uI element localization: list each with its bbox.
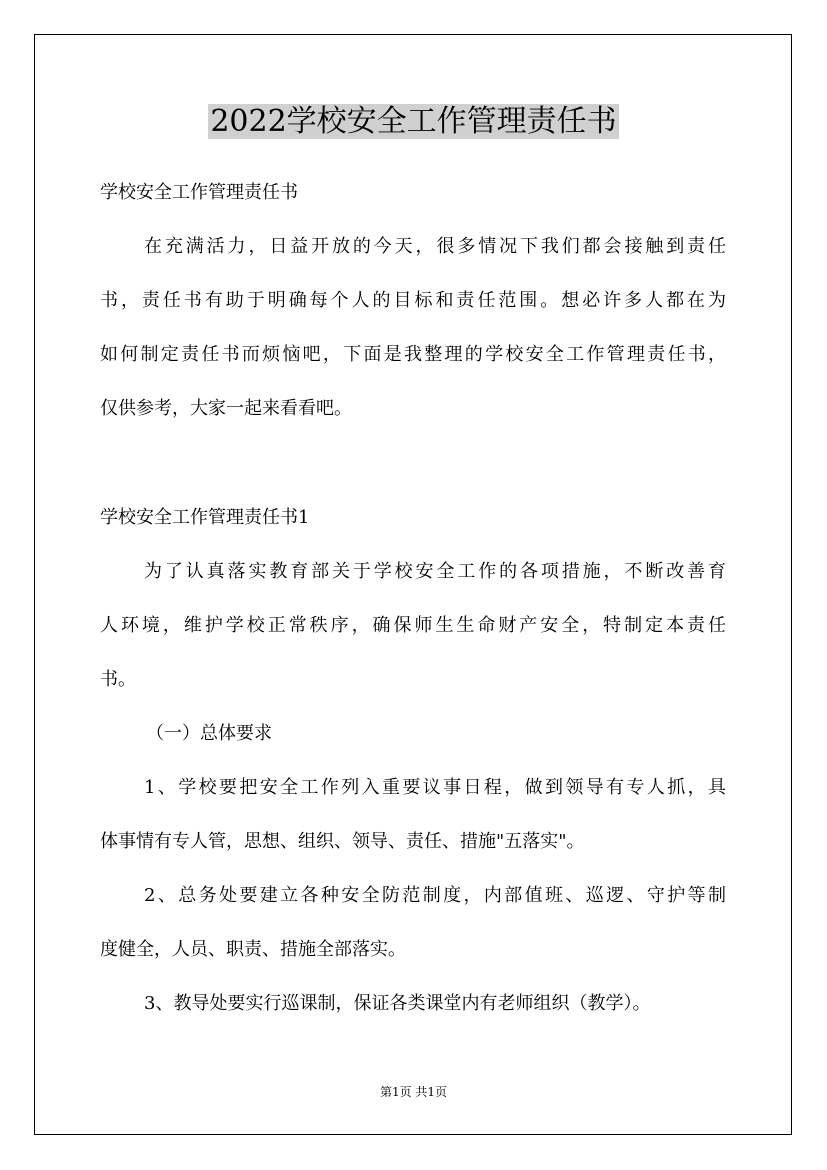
item2-line-2: 度健全，人员、职责、措施全部落实。 xyxy=(100,939,406,960)
intro-line-3: 如何制定责任书而烦恼吧，下面是我整理的学校安全工作管理责任书， xyxy=(100,344,726,365)
para1-line-2: 人环境，维护学校正常秩序，确保师生生命财产安全，特制定本责任 xyxy=(100,615,726,636)
intro-line-2: 书，责任书有助于明确每个人的目标和责任范围。想必许多人都在为 xyxy=(100,290,726,311)
para1-line-3: 书。 xyxy=(100,669,136,690)
intro-line-1: 在充满活力，日益开放的今天，很多情况下我们都会接触到责任 xyxy=(144,236,726,257)
item2-line-1: 2、总务处要建立各种安全防范制度，内部值班、巡逻、守护等制 xyxy=(144,885,726,906)
item3-line-1: 3、教导处要实行巡课制，保证各类课堂内有老师组织（教学）。 xyxy=(144,993,651,1014)
subsection-general-requirements: （一）总体要求 xyxy=(146,723,272,744)
page-footer: 第1页 共1页 xyxy=(379,1085,448,1099)
item1-line-1: 1、学校要把安全工作列入重要议事日程，做到领导有专人抓，具 xyxy=(144,777,726,798)
intro-heading: 学校安全工作管理责任书 xyxy=(100,182,298,203)
document-title: 2022学校安全工作管理责任书 xyxy=(210,104,617,139)
item1-line-2: 体事情有专人管，思想、组织、领导、责任、措施"五落实"。 xyxy=(100,831,585,852)
para1-line-1: 为了认真落实教育部关于学校安全工作的各项措施，不断改善育 xyxy=(144,561,726,582)
section-heading-1: 学校安全工作管理责任书1 xyxy=(100,507,310,528)
intro-line-4: 仅供参考，大家一起来看看吧。 xyxy=(100,398,352,419)
